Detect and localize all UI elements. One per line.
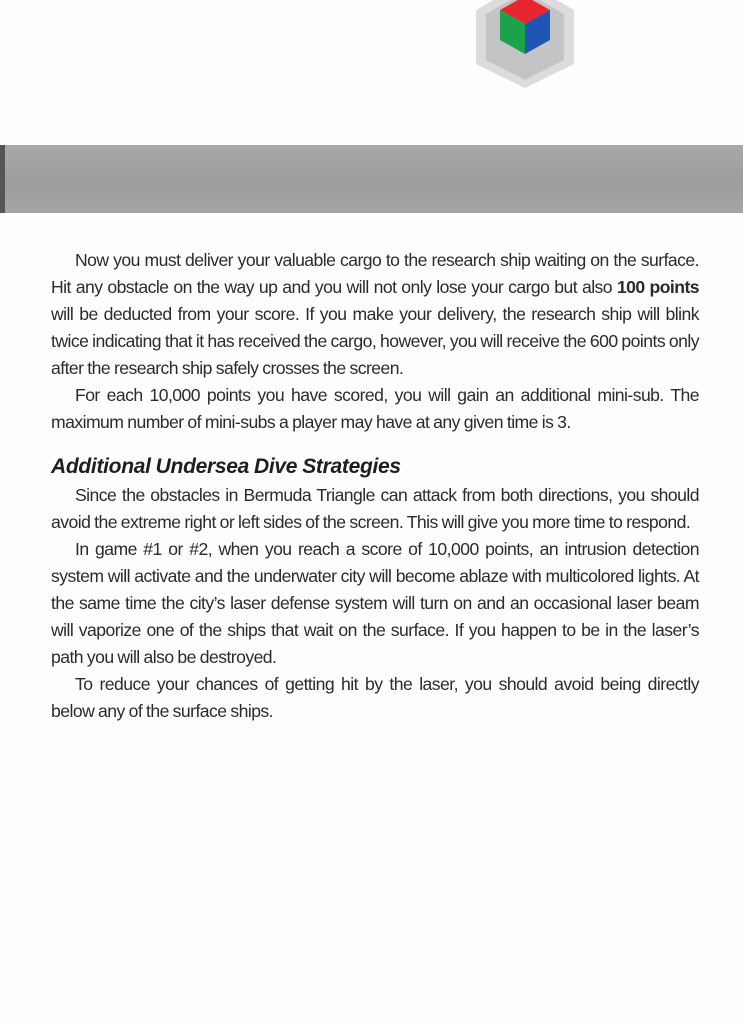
section-heading: Additional Undersea Dive Strategies	[51, 455, 401, 478]
cube-logo-icon	[470, 0, 580, 90]
cube-logo	[470, 0, 580, 90]
paragraph-mini-sub-bonus: For each 10,000 points you have scored, you will gain an additional mini-sub. The maximum number of mini-subs a player may have at any given time is 3.	[51, 385, 699, 432]
band-edge	[0, 145, 5, 213]
paragraph-cargo-delivery	[51, 247, 699, 382]
header-band	[0, 145, 743, 213]
paragraph-text: Now you must deliver your valuable cargo to the research ship waiting on the surface. Hit any obstacle on the way up and you will not only lose your cargo but also	[51, 250, 699, 297]
bold-points-penalty: 100 points	[616, 277, 700, 297]
paragraph-avoid-laser: To reduce your chances of getting hit by the laser, you should avoid being directly below any of the surface ships.	[51, 674, 699, 721]
paragraph-laser-defense: In game #1 or #2, when you reach a score of 10,000 points, an intrusion detection system will activate and the underwater city will become ablaze with multicolored lights. At the same time the city’s laser defense system will turn on and an occasional laser beam will vaporize one of the ships that wait on the surface. If you happen to be in the laser’s path you will also be destroyed.	[51, 539, 699, 667]
page-body	[51, 247, 699, 725]
paragraph-obstacle-strategy: Since the obstacles in Bermuda Triangle can attack from both directions, you should avoid the extreme right or left sides of the screen. This will give you more time to respond.	[51, 485, 699, 532]
paragraph-text: will be deducted from your score. If you make your delivery, the research ship will blink twice indicating that it has received the cargo, however, you will receive the 600 points only after the research ship safely crosses the screen.	[51, 304, 699, 378]
